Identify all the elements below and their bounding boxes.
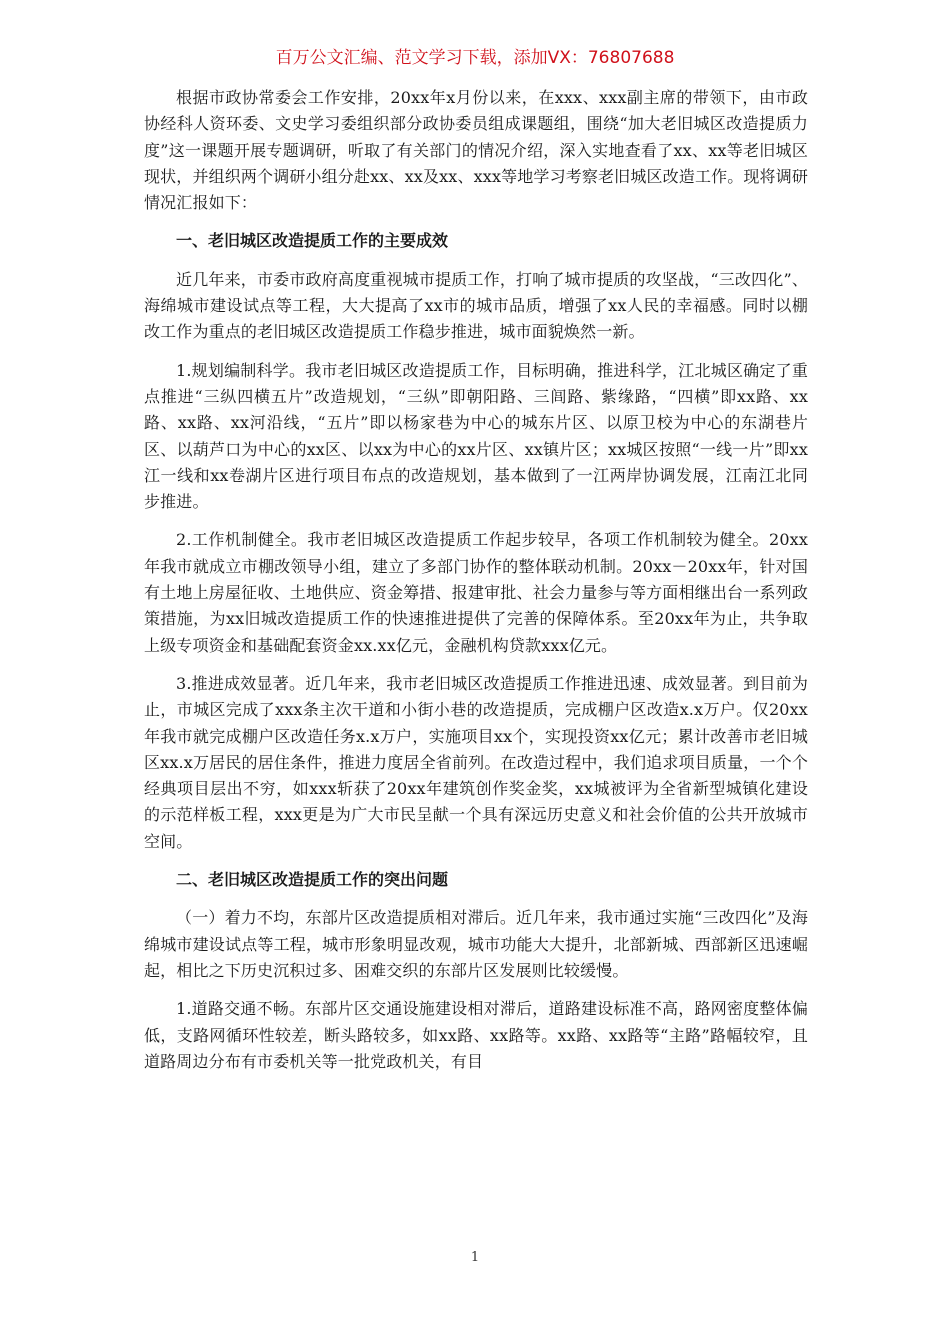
page-number: 1 xyxy=(470,1250,480,1265)
traffic-paragraph: 1.道路交通不畅。东部片区交通设施建设相对滞后，道路建设标准不高，路网密度整体偏低，支路网循环性较差，断头路较多，如xx路、xx路等。xx路、xx路等“主路”路幅较窄，且道路周边分布有市委机关等一批党政机关，有目 xyxy=(144,999,808,1071)
planning-paragraph: 1.规划编制科学。我市老旧城区改造提质工作，目标明确，推进科学，江北城区确定了重点推进“三纵四横五片”改造规划，“三纵”即朝阳路、三闾路、紫缘路，“四横”即xx路、xx路、xx路、xx河沿线，“五片”即以杨家巷为中心的城东片区、以原卫校为中心的东湖巷片区、以葫芦口为中心的xx区、以xx为中心的xx片区、xx镇片区；xx城区按照“一线一片”即xx江一线和xx卷湖片区进行项目布点的改造规划，基本做到了一江两岸协调发展，江南江北同步推进。 xyxy=(144,360,808,512)
section-heading-problems: 二、老旧城区改造提质工作的突出问题 xyxy=(176,870,449,890)
document-body xyxy=(144,85,808,1087)
intro-paragraph: 根据市政协常委会工作安排，20xx年x月份以来，在xxx、xxx副主席的带领下，由市政协经科人资环委、文史学习委组织部分政协委员组成课题组，围绕“加大老旧城区改造提质力度”这一课题开展专题调研，听取了有关部门的情况介绍，深入实地查看了xx、xx等老旧城区现状，并组织两个调研小组分赴xx、xx及xx、xxx等地学习考察老旧城区改造工作。现将调研情况汇报如下： xyxy=(144,88,808,213)
results-paragraph: 3.推进成效显著。近几年来，我市老旧城区改造提质工作推进迅速、成效显著。到目前为止，市城区完成了xxx条主次干道和小街小巷的改造提质，完成棚户区改造x.x万户。仅20xx年我市就完成棚户区改造任务x.x万户，实施项目xx个，实现投资xx亿元；累计改善市老旧城区xx.x万居民的居住条件，推进力度居全省前列。在改造过程中，我们追求项目质量，一个个经典项目层出不穷，如xxx斩获了20xx年建筑创作奖金奖，xx城被评为全省新型城镇化建设的示范样板工程，xxx更是为广大市民呈献一个具有深远历史意义和社会价值的公共开放城市空间。 xyxy=(144,673,808,851)
section-heading-achievements: 一、老旧城区改造提质工作的主要成效 xyxy=(176,231,449,251)
achievements-overview-paragraph: 近几年来，市委市政府高度重视城市提质工作，打响了城市提质的攻坚战，“三改四化”、海绵城市建设试点等工程，大大提高了xx市的城市品质，增强了xx人民的幸福感。同时以棚改工作为重点的老旧城区改造提质工作稳步推进，城市面貌焕然一新。 xyxy=(144,269,808,342)
uneven-effort-paragraph: （一）着力不均，东部片区改造提质相对滞后。近几年来，我市通过实施“三改四化”及海绵城市建设试点等工程，城市形象明显改观，城市功能大大提升，北部新城、西部新区迅速崛起，相比之下历史沉积过多、困难交织的东部片区发展则比较缓慢。 xyxy=(144,908,808,980)
watermark-header: 百万公文汇编、范文学习下载，添加VX：76807688 xyxy=(275,48,675,68)
mechanism-paragraph: 2.工作机制健全。我市老旧城区改造提质工作起步较早，各项工作机制较为健全。20xx年我市就成立市棚改领导小组，建立了多部门协作的整体联动机制。20xx－20xx年，针对国有土地上房屋征收、土地供应、资金筹措、报建审批、社会力量参与等方面相继出台一系列政策措施，为xx旧城改造提质工作的快速推进提供了完善的保障体系。至20xx年为止，共争取上级专项资金和基础配套资金xx.xx亿元，金融机构贷款xxx亿元。 xyxy=(144,530,808,655)
